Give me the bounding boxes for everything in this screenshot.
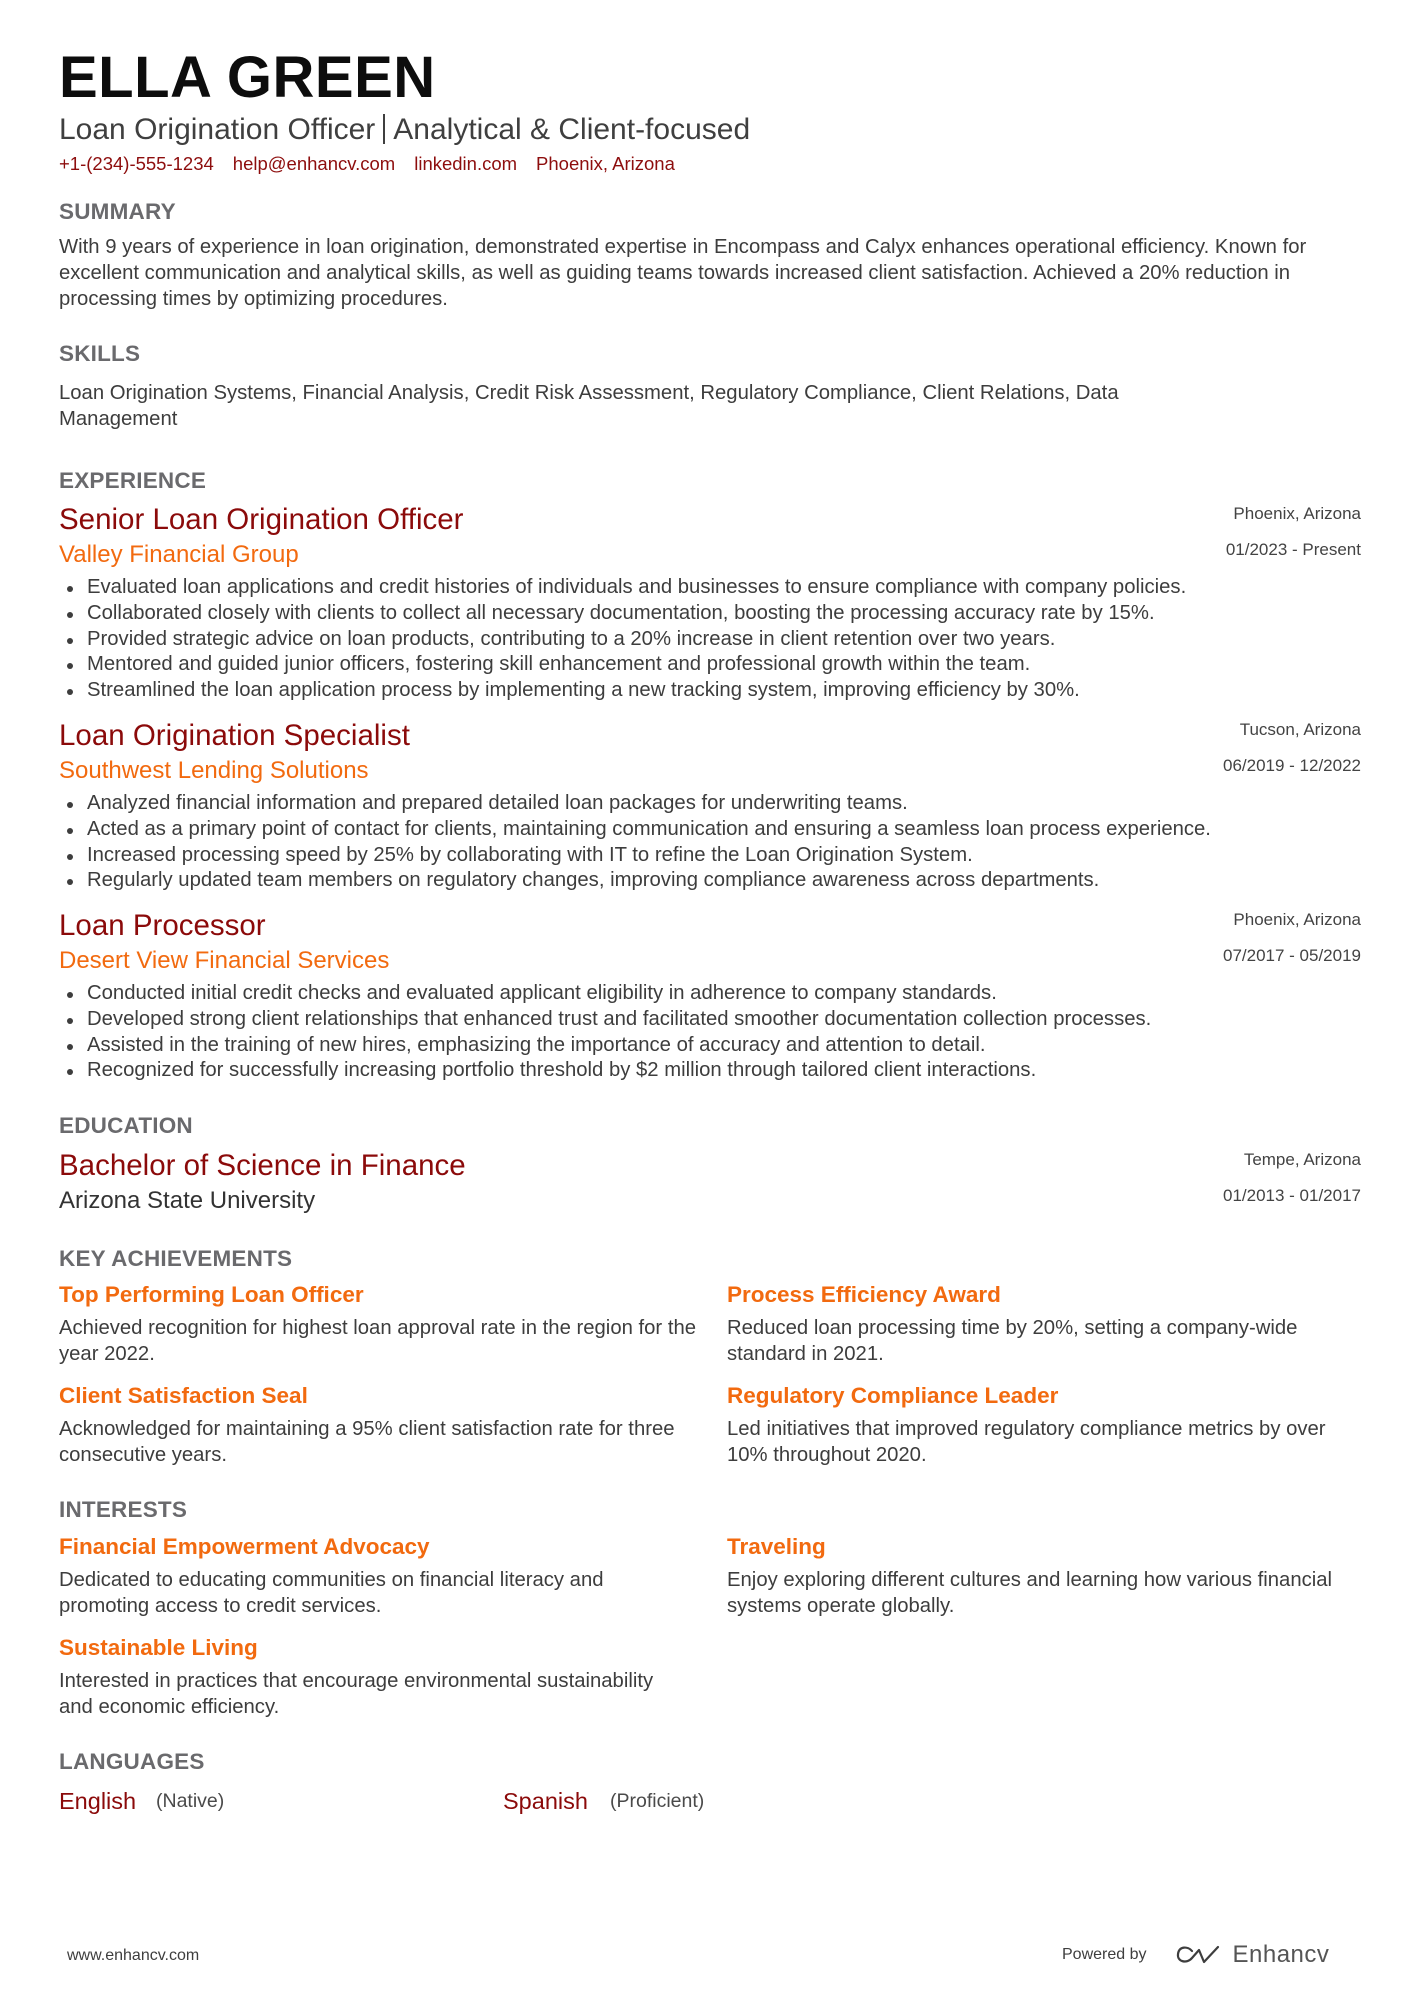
bullet-dot-icon [67,992,73,998]
languages-heading: LANGUAGES [59,1749,205,1774]
job-bullets [59,981,1151,1084]
achievement-title: Regulatory Compliance Leader [727,1383,1059,1408]
job-location: Phoenix, Arizona [1233,504,1361,523]
achievement-desc: Reduced loan processing time by 20%, setting a company-wide standard in 2021. [727,1317,1298,1365]
bullet-item: Streamlined the loan application process by implementing a new tracking system, improving efficiency by 30%. [59,678,1186,704]
bullet-dot-icon [67,586,73,592]
job-location: Phoenix, Arizona [1233,910,1361,929]
headline-tagline: Analytical & Client-focused [393,113,751,146]
bullet-item: Regularly updated team members on regulatory changes, improving compliance awareness across departments. [59,868,1211,894]
headline-title: Loan Origination Officer [59,113,376,146]
bullet-dot-icon [67,828,73,834]
education-degree: Bachelor of Science in Finance [59,1149,466,1182]
job-title: Senior Loan Origination Officer [59,503,464,536]
skills-text: Loan Origination Systems, Financial Analysis, Credit Risk Assessment, Regulatory Compliance, Client Relations, Data Management [59,382,1119,430]
achievement-desc: Achieved recognition for highest loan approval rate in the region for the year 2022. [59,1317,697,1365]
footer-website-link[interactable]: www.enhancv.com [67,1947,200,1964]
bullet-item: Acted as a primary point of contact for clients, maintaining communication and ensuring a seamless loan process experience. [59,817,1211,843]
interests-heading: INTERESTS [59,1497,188,1522]
interest-title: Financial Empowerment Advocacy [59,1534,430,1559]
bullet-item: Increased processing speed by 25% by collaborating with IT to refine the Loan Origination System. [59,843,1211,869]
language-level: (Proficient) [610,1790,705,1812]
education-dates: 01/2013 - 01/2017 [1222,1186,1361,1205]
headline [59,112,750,148]
enhancv-logo-icon [1175,1943,1221,1967]
job-dates: 07/2017 - 05/2019 [1222,946,1361,965]
interest-title: Traveling [727,1534,826,1559]
bullet-dot-icon [67,612,73,618]
bullet-item: Recognized for successfully increasing portfolio threshold by $2 million through tailored client interactions. [59,1058,1151,1084]
contact-info [59,152,694,176]
footer-powered-by[interactable] [1062,1941,1329,1969]
contact-email[interactable]: help@enhancv.com [232,153,396,174]
experience-heading: EXPERIENCE [59,468,207,493]
enhancv-brand: Enhancv [1232,1941,1330,1968]
achievement-title: Client Satisfaction Seal [59,1383,308,1408]
interest-title: Sustainable Living [59,1635,258,1660]
job-location: Tucson, Arizona [1239,720,1361,739]
bullet-dot-icon [67,663,73,669]
contact-location: Phoenix, Arizona [536,153,675,174]
bullet-item: Assisted in the training of new hires, emphasizing the importance of accuracy and attention to detail. [59,1033,1151,1059]
bullet-dot-icon [67,854,73,860]
bullet-item: Conducted initial credit checks and evaluated applicant eligibility in adherence to company standards. [59,981,1151,1007]
job-company: Valley Financial Group [59,541,299,568]
achievement-desc: Acknowledged for maintaining a 95% client satisfaction rate for three consecutive years. [59,1418,675,1466]
bullet-item: Collaborated closely with clients to collect all necessary documentation, boosting the processing accuracy rate by 15%. [59,601,1186,627]
job-bullets [59,791,1211,894]
education-heading: EDUCATION [59,1113,193,1138]
interest-desc: Interested in practices that encourage environmental sustainability and economic efficiency. [59,1670,654,1718]
bullet-dot-icon [67,879,73,885]
summary-text: With 9 years of experience in loan origination, demonstrated expertise in Encompass and Calyx enhances operational efficiency. Known for excellent communication and analytical skills, as well as guiding teams towards increased client satisfaction. Achieved a 20% reduction in processing times by optimizing procedures. [59,236,1307,310]
job-title: Loan Processor [59,909,266,942]
achievement-title: Process Efficiency Award [727,1282,1001,1307]
language-name: English [59,1788,137,1814]
bullet-item: Mentored and guided junior officers, fostering skill enhancement and professional growth within the team. [59,652,1186,678]
powered-by-label: Powered by [1062,1946,1147,1963]
job-company: Southwest Lending Solutions [59,757,369,784]
job-dates: 01/2023 - Present [1225,540,1361,559]
bullet-item: Developed strong client relationships that enhanced trust and facilitated smoother documentation collection processes. [59,1007,1151,1033]
bullet-item: Provided strategic advice on loan products, contributing to a 20% increase in client retention over two years. [59,627,1186,653]
education-location: Tempe, Arizona [1243,1150,1361,1169]
contact-linkedin[interactable]: linkedin.com [414,153,518,174]
bullet-dot-icon [67,1044,73,1050]
language-name: Spanish [503,1788,588,1814]
education-school: Arizona State University [59,1187,316,1214]
bullet-item: Evaluated loan applications and credit histories of individuals and businesses to ensure compliance with company policies. [59,575,1186,601]
job-company: Desert View Financial Services [59,947,390,974]
bullet-item: Analyzed financial information and prepared detailed loan packages for underwriting teams. [59,791,1211,817]
candidate-name: ELLA GREEN [59,45,436,110]
job-dates: 06/2019 - 12/2022 [1222,756,1361,775]
interest-desc: Enjoy exploring different cultures and learning how various financial systems operate globally. [727,1569,1333,1617]
bullet-dot-icon [67,689,73,695]
bullet-dot-icon [67,638,73,644]
achievements-heading: KEY ACHIEVEMENTS [59,1246,293,1271]
job-title: Loan Origination Specialist [59,719,410,752]
summary-heading: SUMMARY [59,199,176,224]
contact-phone[interactable]: +1-(234)-555-1234 [59,153,214,174]
job-bullets [59,575,1186,704]
headline-divider [383,114,385,144]
bullet-dot-icon [67,1018,73,1024]
interest-desc: Dedicated to educating communities on financial literacy and promoting access to credit services. [59,1569,604,1617]
language-level: (Native) [156,1790,225,1812]
bullet-dot-icon [67,802,73,808]
skills-heading: SKILLS [59,341,141,366]
achievement-desc: Led initiatives that improved regulatory compliance metrics by over 10% throughout 2020. [727,1418,1326,1466]
achievement-title: Top Performing Loan Officer [59,1282,364,1307]
bullet-dot-icon [67,1069,73,1075]
